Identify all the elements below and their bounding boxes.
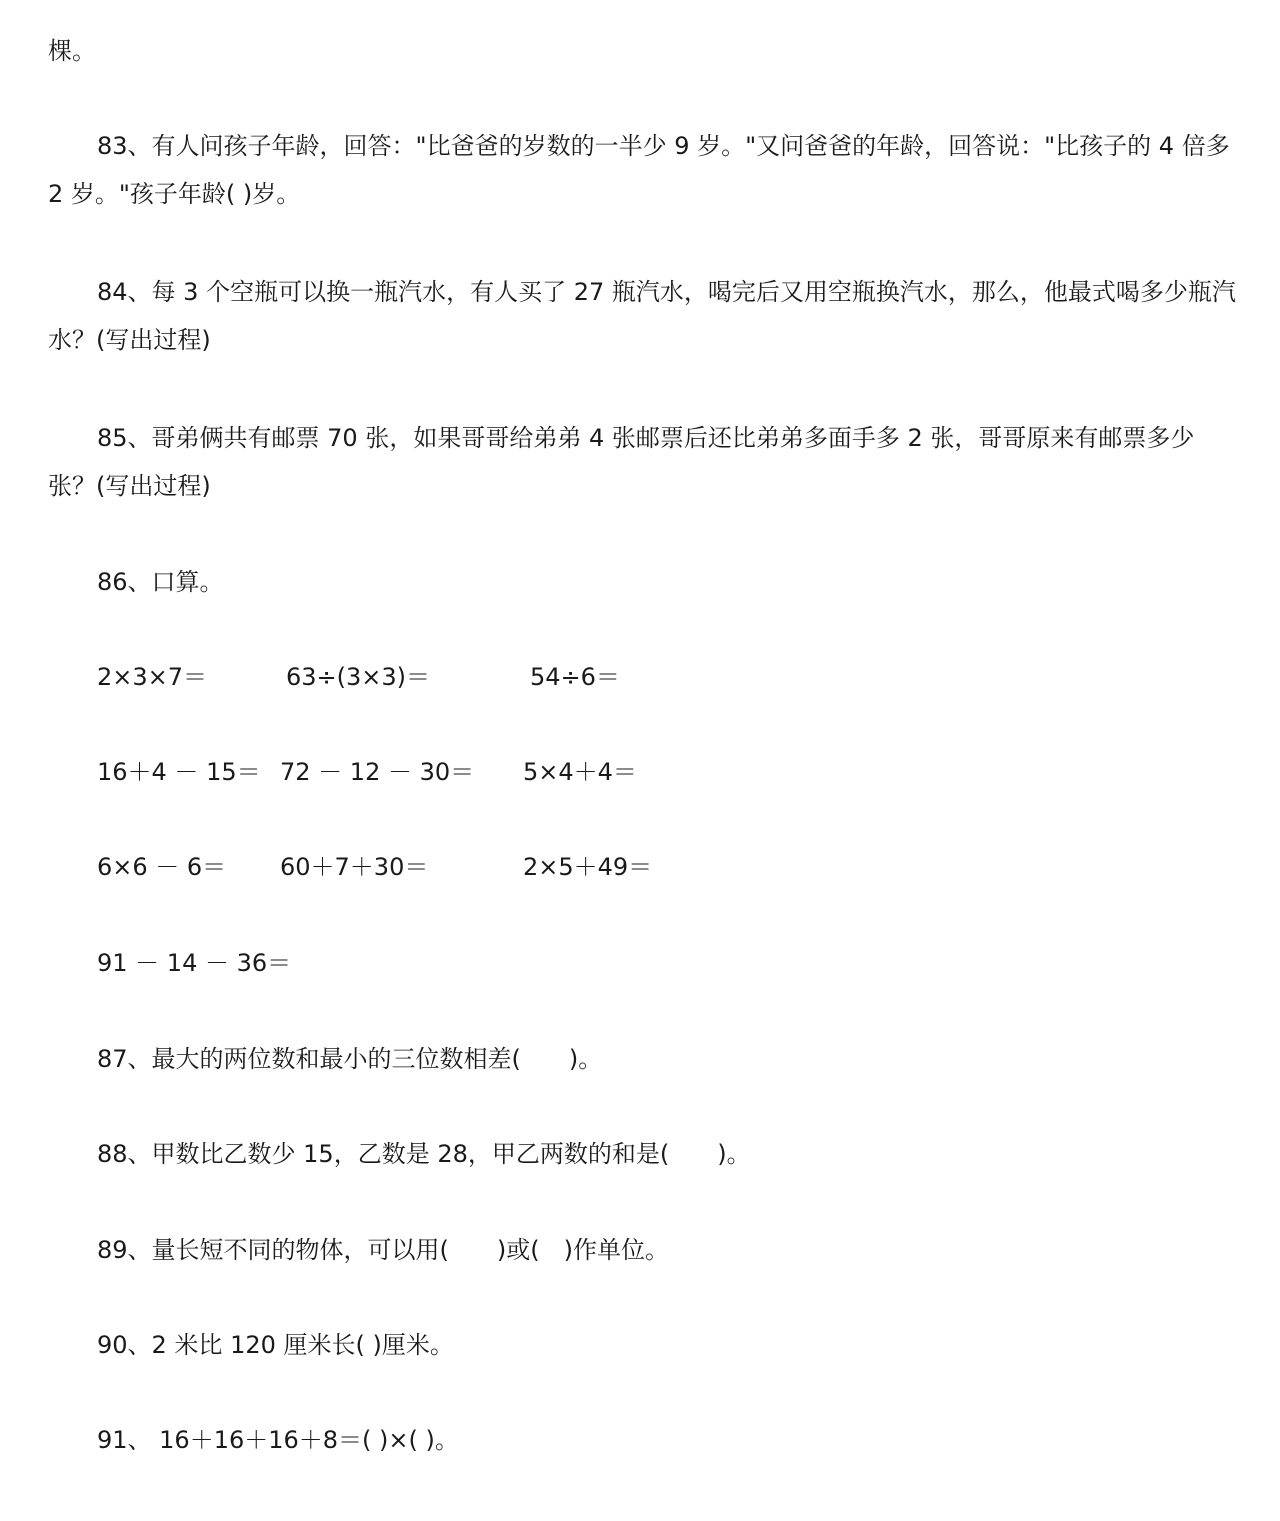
question-86: 86、口算。 <box>97 568 224 596</box>
calc-item: 63÷(3×3)＝ <box>286 663 431 691</box>
question-83: 83、有人问孩子年龄，回答："比爸爸的岁数的一半少 9 岁。"又问爸爸的年龄，回答说："比孩子的 4 倍多 2 岁。"孩子年龄( )岁。 <box>48 132 1230 208</box>
calc-row-1 <box>0 662 1280 702</box>
calc-item: 16＋4 － 15＝ <box>97 758 261 786</box>
calc-item: 5×4＋4＝ <box>523 758 637 786</box>
calc-row-3 <box>0 852 1280 892</box>
question-84: 84、每 3 个空瓶可以换一瓶汽水，有人买了 27 瓶汽水，喝完后又用空瓶换汽水，那么，他最式喝多少瓶汽水？(写出过程) <box>48 278 1236 354</box>
question-91: 91、 16＋16＋16＋8＝( )×( )。 <box>97 1426 459 1454</box>
calc-row-2 <box>0 757 1280 797</box>
calc-item: 72 － 12 － 30＝ <box>280 758 475 786</box>
calc-item: 2×5＋49＝ <box>523 853 653 881</box>
calc-item: 6×6 － 6＝ <box>97 853 227 881</box>
calc-item: 91 － 14 － 36＝ <box>97 949 292 977</box>
calc-item: 60＋7＋30＝ <box>280 853 429 881</box>
text-line-continuation: 棵。 <box>48 37 96 65</box>
calc-item: 2×3×7＝ <box>97 663 208 691</box>
question-85: 85、哥弟俩共有邮票 70 张，如果哥哥给弟弟 4 张邮票后还比弟弟多面手多 2 张，哥哥原来有邮票多少张？(写出过程) <box>48 424 1195 500</box>
calc-row-4 <box>0 948 1280 988</box>
question-88: 88、甲数比乙数少 15，乙数是 28，甲乙两数的和是( )。 <box>97 1140 751 1168</box>
question-87: 87、最大的两位数和最小的三位数相差( )。 <box>97 1045 603 1073</box>
question-90: 90、2 米比 120 厘米长( )厘米。 <box>97 1331 454 1359</box>
question-89: 89、量长短不同的物体，可以用( )或( )作单位。 <box>97 1236 669 1264</box>
calc-item: 54÷6＝ <box>530 663 620 691</box>
